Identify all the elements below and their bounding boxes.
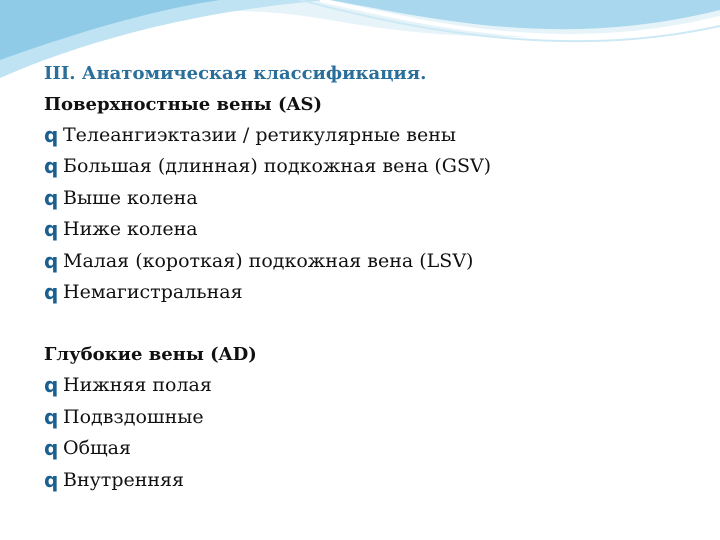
slide-content <box>44 58 694 496</box>
superficial-veins-heading: Поверхностные вены (AS) <box>44 94 322 115</box>
list-item: q Телеангиэктазии / ретикулярные вены <box>44 120 694 151</box>
q-square-bullet-icon: q <box>44 123 59 147</box>
q-square-bullet-icon: q <box>44 185 59 210</box>
list-item: q Нижняя полая <box>44 370 694 401</box>
deep-veins-heading: Глубокие вены (AD) <box>44 344 257 366</box>
list-item: q Ниже колена <box>44 214 694 245</box>
q-square-bullet-icon: q <box>44 280 59 305</box>
slide-title: III. Анатомическая классификация. <box>44 63 427 84</box>
deep-veins-list <box>44 370 694 496</box>
superficial-veins-list <box>44 120 694 308</box>
list-item: q Внутренняя <box>44 465 694 496</box>
q-square-bullet-icon: q <box>44 154 59 179</box>
q-square-bullet-icon: q <box>44 467 59 492</box>
q-square-bullet-icon: q <box>44 436 59 461</box>
spacer <box>44 308 694 339</box>
list-item: q Большая (длинная) подкожная вена (GSV) <box>44 151 694 182</box>
list-item: q Малая (короткая) подкожная вена (LSV) <box>44 246 694 277</box>
q-square-bullet-icon: q <box>44 217 59 242</box>
list-item: q Подвздошные <box>44 402 694 433</box>
list-item: q Общая <box>44 433 694 464</box>
q-square-bullet-icon: q <box>44 248 59 273</box>
q-square-bullet-icon: q <box>44 404 59 429</box>
list-item: q Немагистральная <box>44 277 694 308</box>
list-item: q Выше колена <box>44 183 694 214</box>
q-square-bullet-icon: q <box>44 373 59 398</box>
